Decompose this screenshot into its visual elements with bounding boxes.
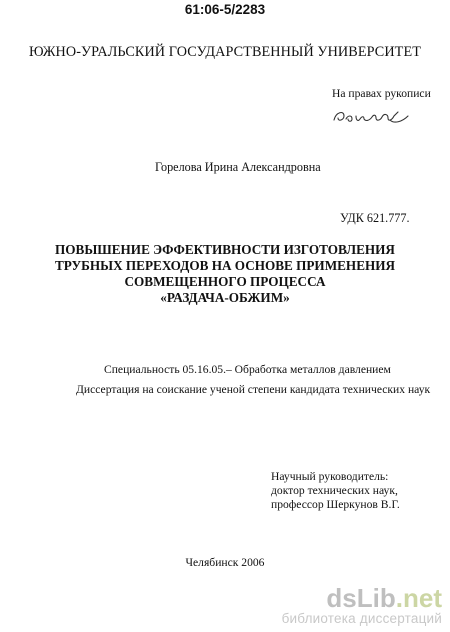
specialty: Специальность 05.16.05.– Обработка металлов давлением [104,363,391,376]
watermark-subtitle: библиотека диссертаций [281,611,442,626]
supervisor-degree: доктор технических наук, [271,484,398,497]
title-line: СОВМЕЩЕННОГО ПРОЦЕССА [124,274,326,289]
supervisor-name: профессор Шеркунов В.Г. [271,498,400,511]
call-number: 61:06-5/2283 [184,2,266,17]
city-year: Челябинск 2006 [185,556,265,569]
university-name: ЮЖНО-УРАЛЬСКИЙ ГОСУДАРСТВЕННЫЙ УНИВЕРСИТЕТ [29,44,421,60]
title-line: ТРУБНЫХ ПЕРЕХОДОВ НА ОСНОВЕ ПРИМЕНЕНИЯ [54,258,396,273]
author-name: Горелова Ирина Александровна [155,160,321,174]
watermark-logo [282,585,442,611]
dissertation-title [0,242,450,306]
title-line: «РАЗДАЧА-ОБЖИМ» [160,290,290,305]
supervisor-block [271,470,400,512]
dissertation-degree: Диссертация на соискание ученой степени кандидата технических наук [76,383,431,396]
supervisor-heading: Научный руководитель: [271,470,389,483]
manuscript-note: На правах рукописи [332,87,431,100]
author-signature [330,106,412,128]
watermark-logo-main: dsLib [326,583,396,613]
udc-code: УДК 621.777. [340,211,410,225]
watermark-logo-tld: .net [395,583,442,613]
title-line: ПОВЫШЕНИЕ ЭФФЕКТИВНОСТИ ИЗГОТОВЛЕНИЯ [55,242,395,257]
watermark [282,585,442,626]
